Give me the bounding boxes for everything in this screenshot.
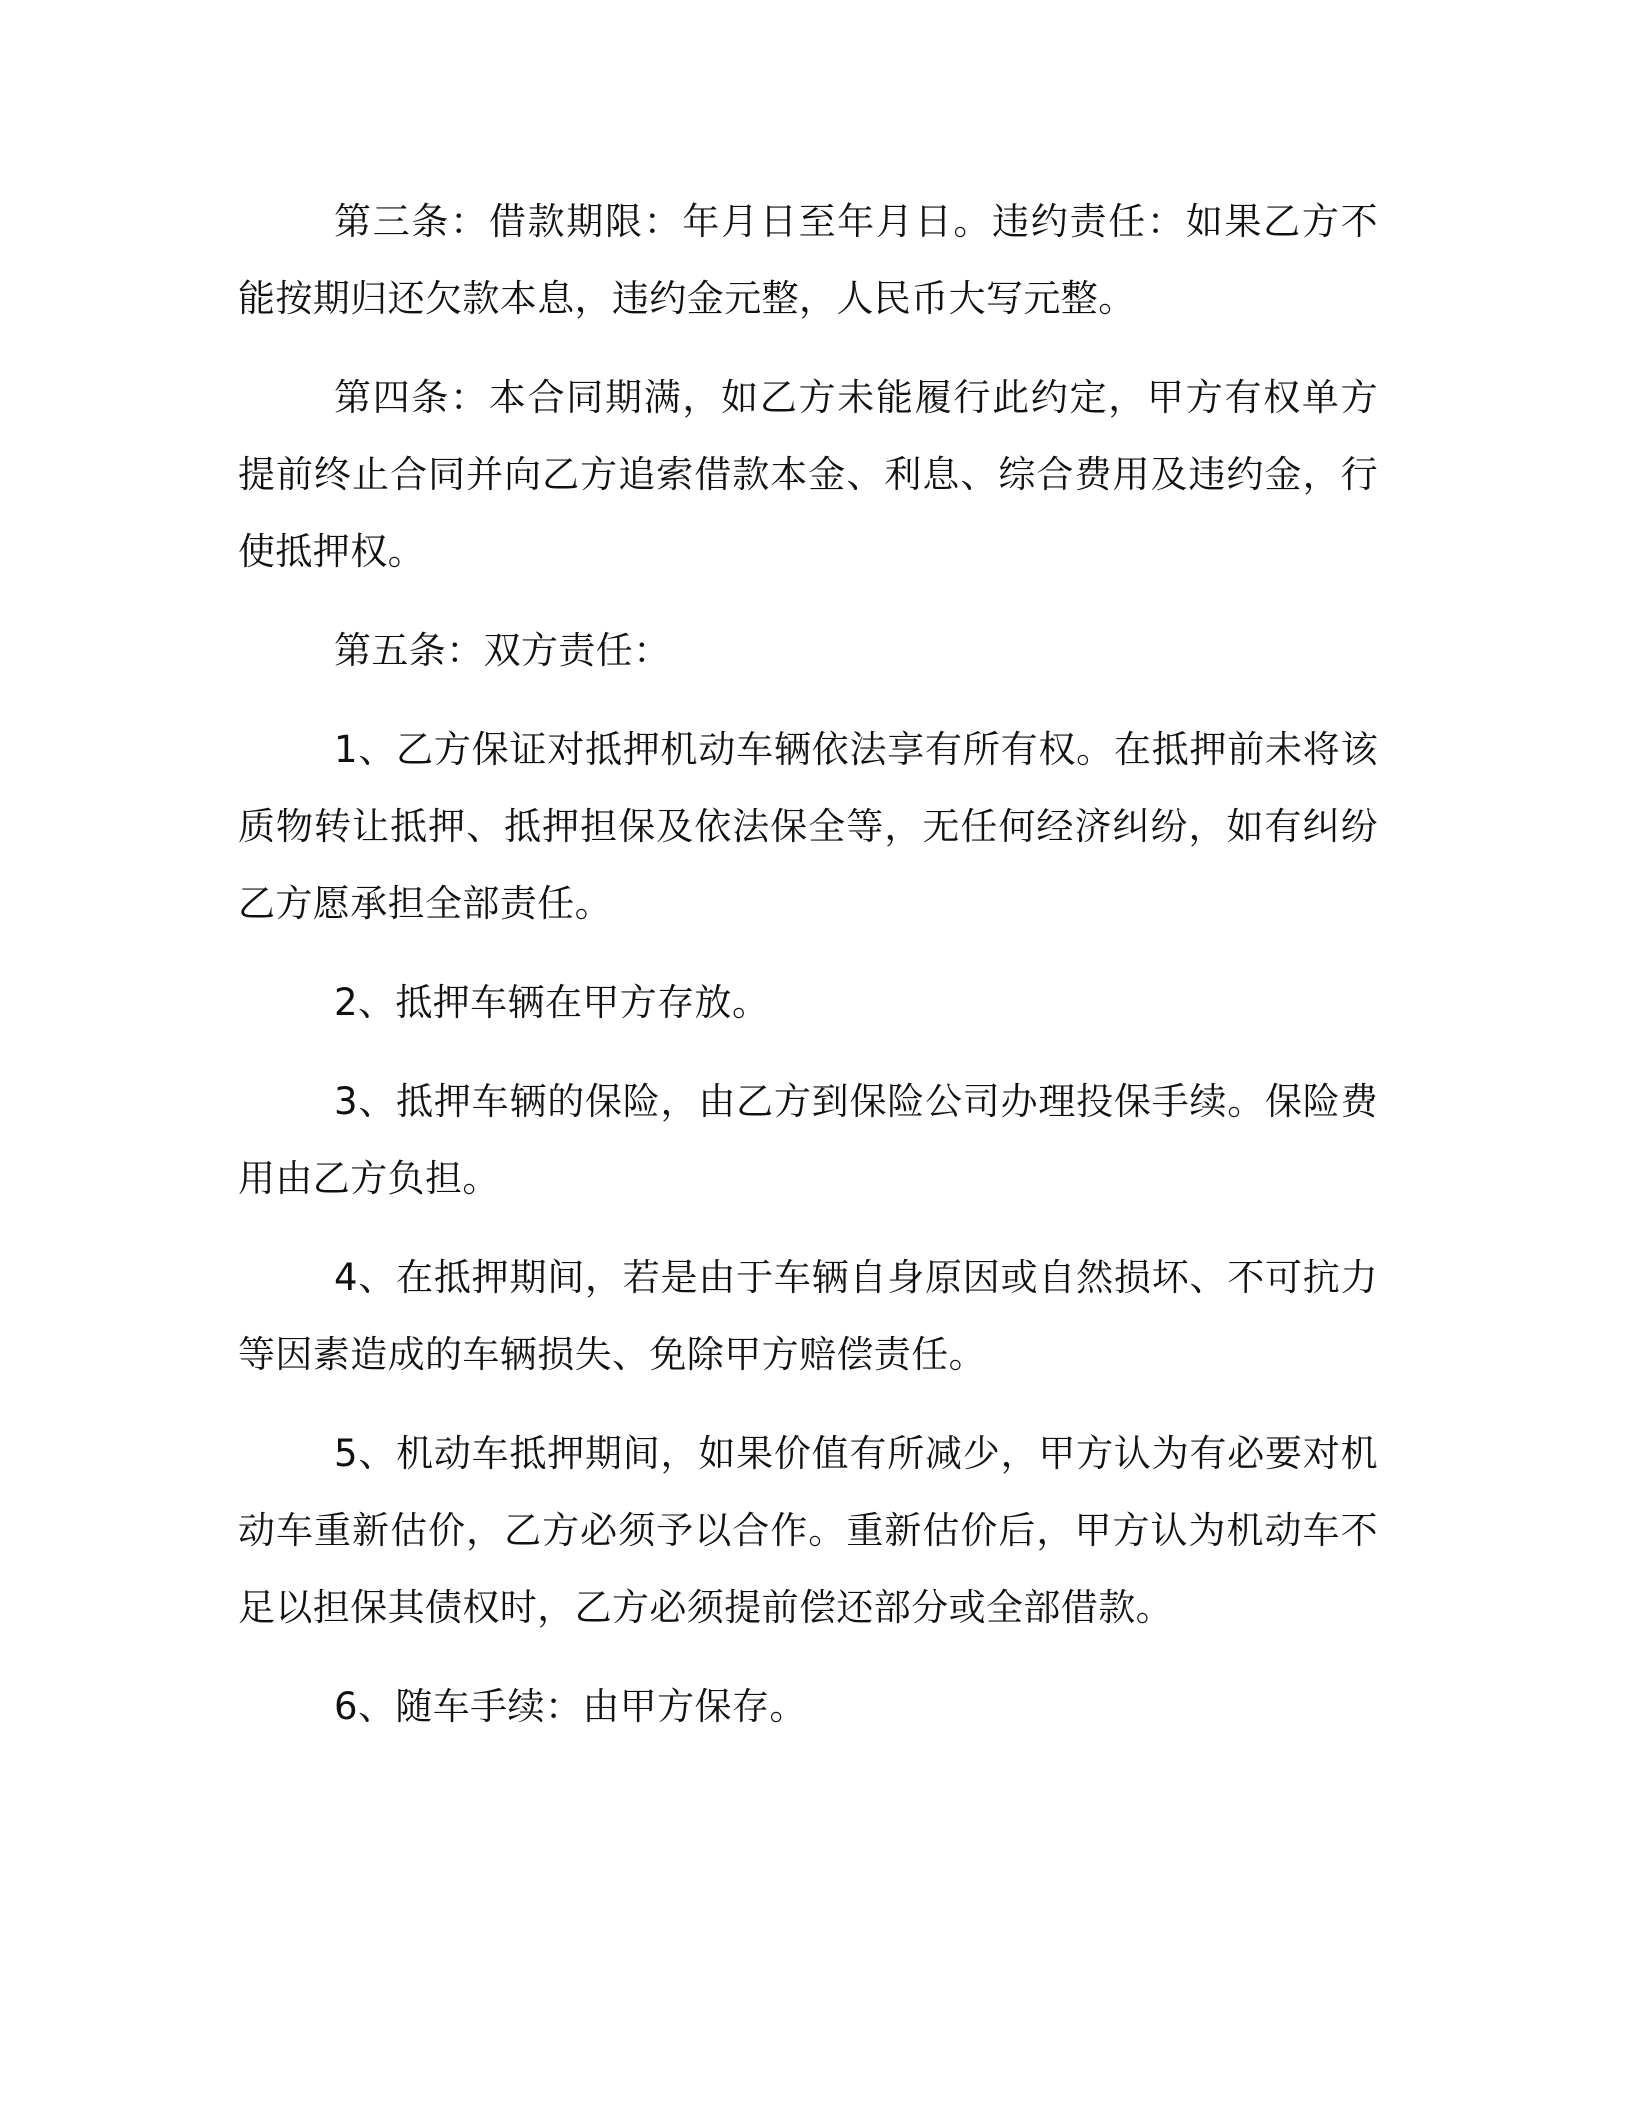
clause-3-loan-term: 第三条：借款期限：年月日至年月日。违约责任：如果乙方不能按期归还欠款本息，违约金元整，人民币大写元整。 (238, 200, 1378, 320)
document-body (238, 183, 1378, 1745)
clause-4-contract-expiry: 第四条：本合同期满，如乙方未能履行此约定，甲方有权单方提前终止合同并向乙方追索借款本金、利息、综合费用及违约金，行使抵押权。 (238, 376, 1378, 573)
clause-5-heading: 第五条：双方责任： (334, 629, 671, 672)
clause-5-item-5: 5、机动车抵押期间，如果价值有所减少，甲方认为有必要对机动车重新估价，乙方必须予以合作。重新估价后，甲方认为机动车不足以担保其债权时，乙方必须提前偿还部分或全部借款。 (238, 1432, 1378, 1629)
clause-5-item-6: 6、随车手续：由甲方保存。 (334, 1685, 807, 1728)
clause-5-item-4: 4、在抵押期间，若是由于车辆自身原因或自然损坏、不可抗力等因素造成的车辆损失、免除甲方赔偿责任。 (238, 1256, 1378, 1376)
clause-5-item-2: 2、抵押车辆在甲方存放。 (334, 981, 770, 1024)
clause-5-item-1: 1、乙方保证对抵押机动车辆依法享有所有权。在抵押前未将该质物转让抵押、抵押担保及依法保全等，无任何经济纠纷，如有纠纷乙方愿承担全部责任。 (238, 728, 1378, 925)
clause-5-item-3: 3、抵押车辆的保险，由乙方到保险公司办理投保手续。保险费用由乙方负担。 (238, 1080, 1378, 1200)
